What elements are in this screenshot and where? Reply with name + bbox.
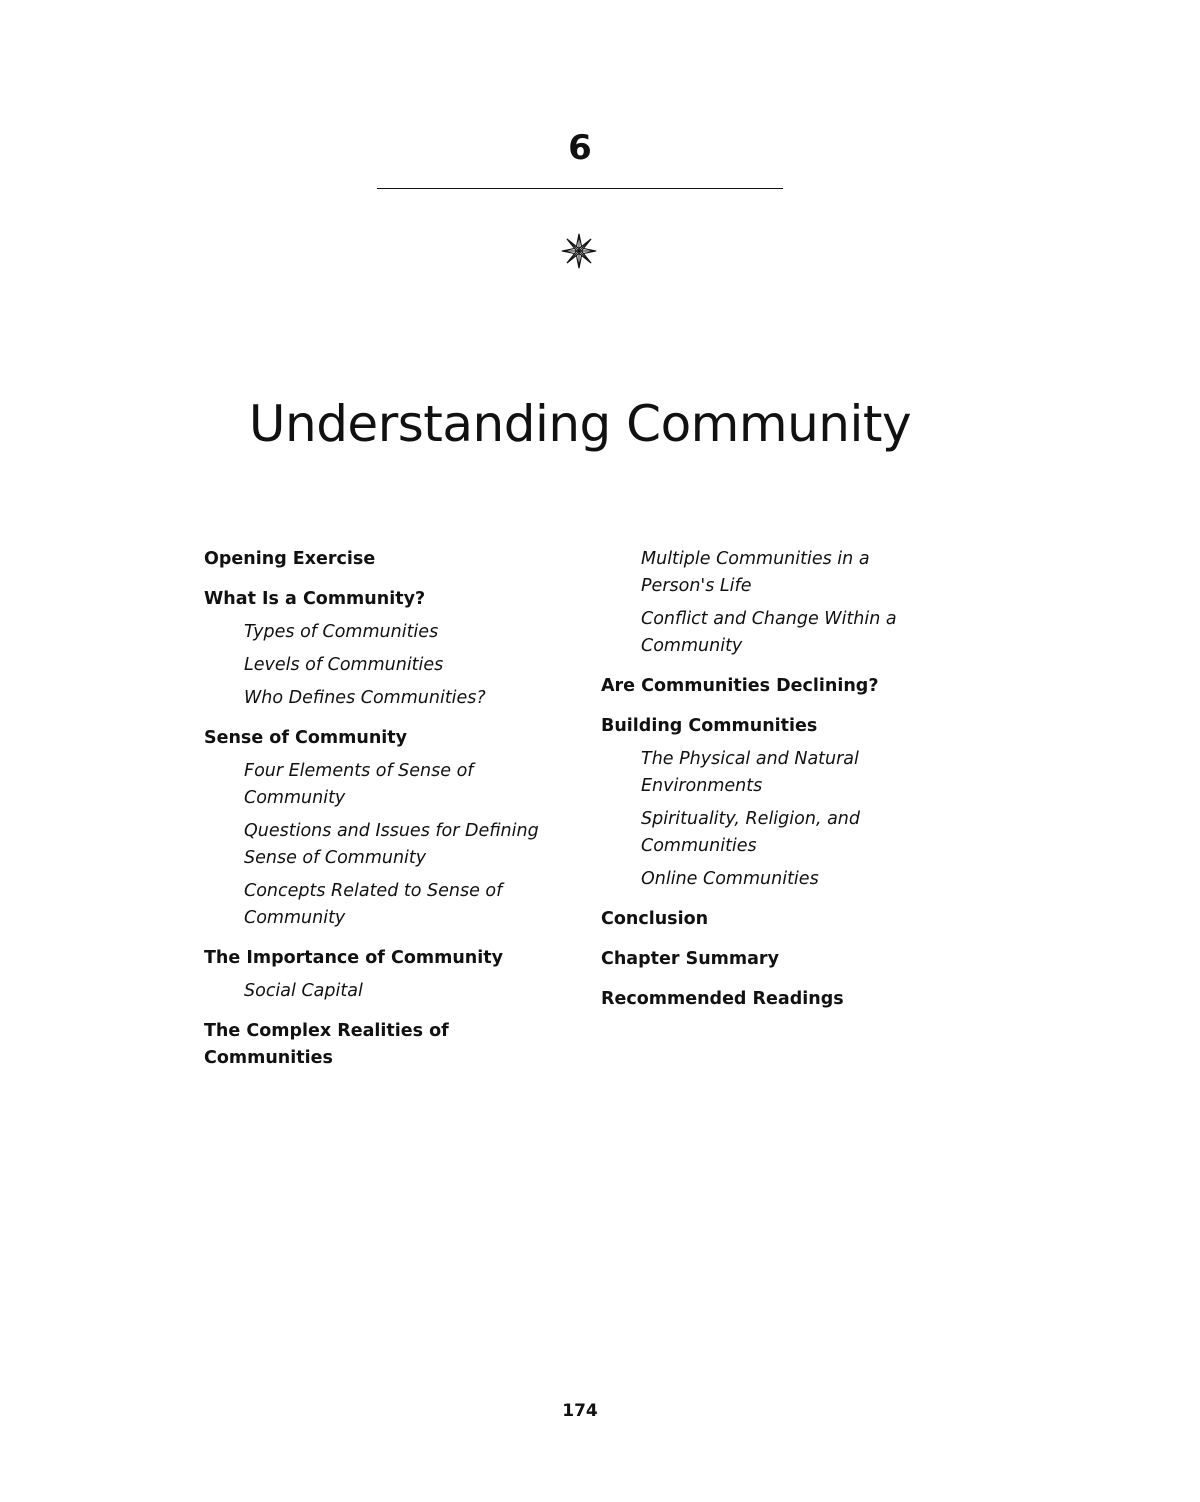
- toc-subentry: Types of Communities: [244, 622, 439, 642]
- toc-entry: Conclusion: [601, 909, 709, 929]
- toc-subentry: Questions and Issues for Defining Sense of Community: [244, 821, 539, 868]
- toc-left-column: [204, 546, 574, 1085]
- compass-star-icon: [560, 232, 598, 270]
- chapter-divider: [377, 188, 783, 189]
- chapter-title: Understanding Community: [248, 394, 912, 453]
- toc-entry: Chapter Summary: [601, 949, 779, 969]
- toc-subentry: Multiple Communities in a Person's Life: [641, 549, 870, 596]
- toc-subentry: The Physical and Natural Environments: [641, 749, 859, 796]
- toc-subentry: Concepts Related to Sense of Community: [244, 881, 503, 928]
- toc-subentry: Who Defines Communities?: [244, 688, 486, 708]
- toc-right-column: [601, 546, 931, 1026]
- toc-subentry: Social Capital: [244, 981, 363, 1001]
- toc-entry: Building Communities: [601, 716, 818, 736]
- toc-entry: What Is a Community?: [204, 589, 426, 609]
- toc-subentry: Conflict and Change Within a Community: [641, 609, 897, 656]
- toc-entry: Sense of Community: [204, 728, 408, 748]
- toc-subentry: Four Elements of Sense of Community: [244, 761, 474, 808]
- chapter-number: 6: [568, 128, 592, 168]
- toc-entry: The Importance of Community: [204, 948, 504, 968]
- toc-subentry: Spirituality, Religion, and Communities: [641, 809, 860, 856]
- toc-entry: The Complex Realities of Communities: [204, 1021, 449, 1068]
- toc-subentry: Online Communities: [641, 869, 819, 889]
- toc-subentry: Levels of Communities: [244, 655, 444, 675]
- toc-entry: Recommended Readings: [601, 989, 844, 1009]
- page-number: 174: [562, 1401, 598, 1421]
- toc-entry: Opening Exercise: [204, 549, 376, 569]
- toc-entry: Are Communities Declining?: [601, 676, 879, 696]
